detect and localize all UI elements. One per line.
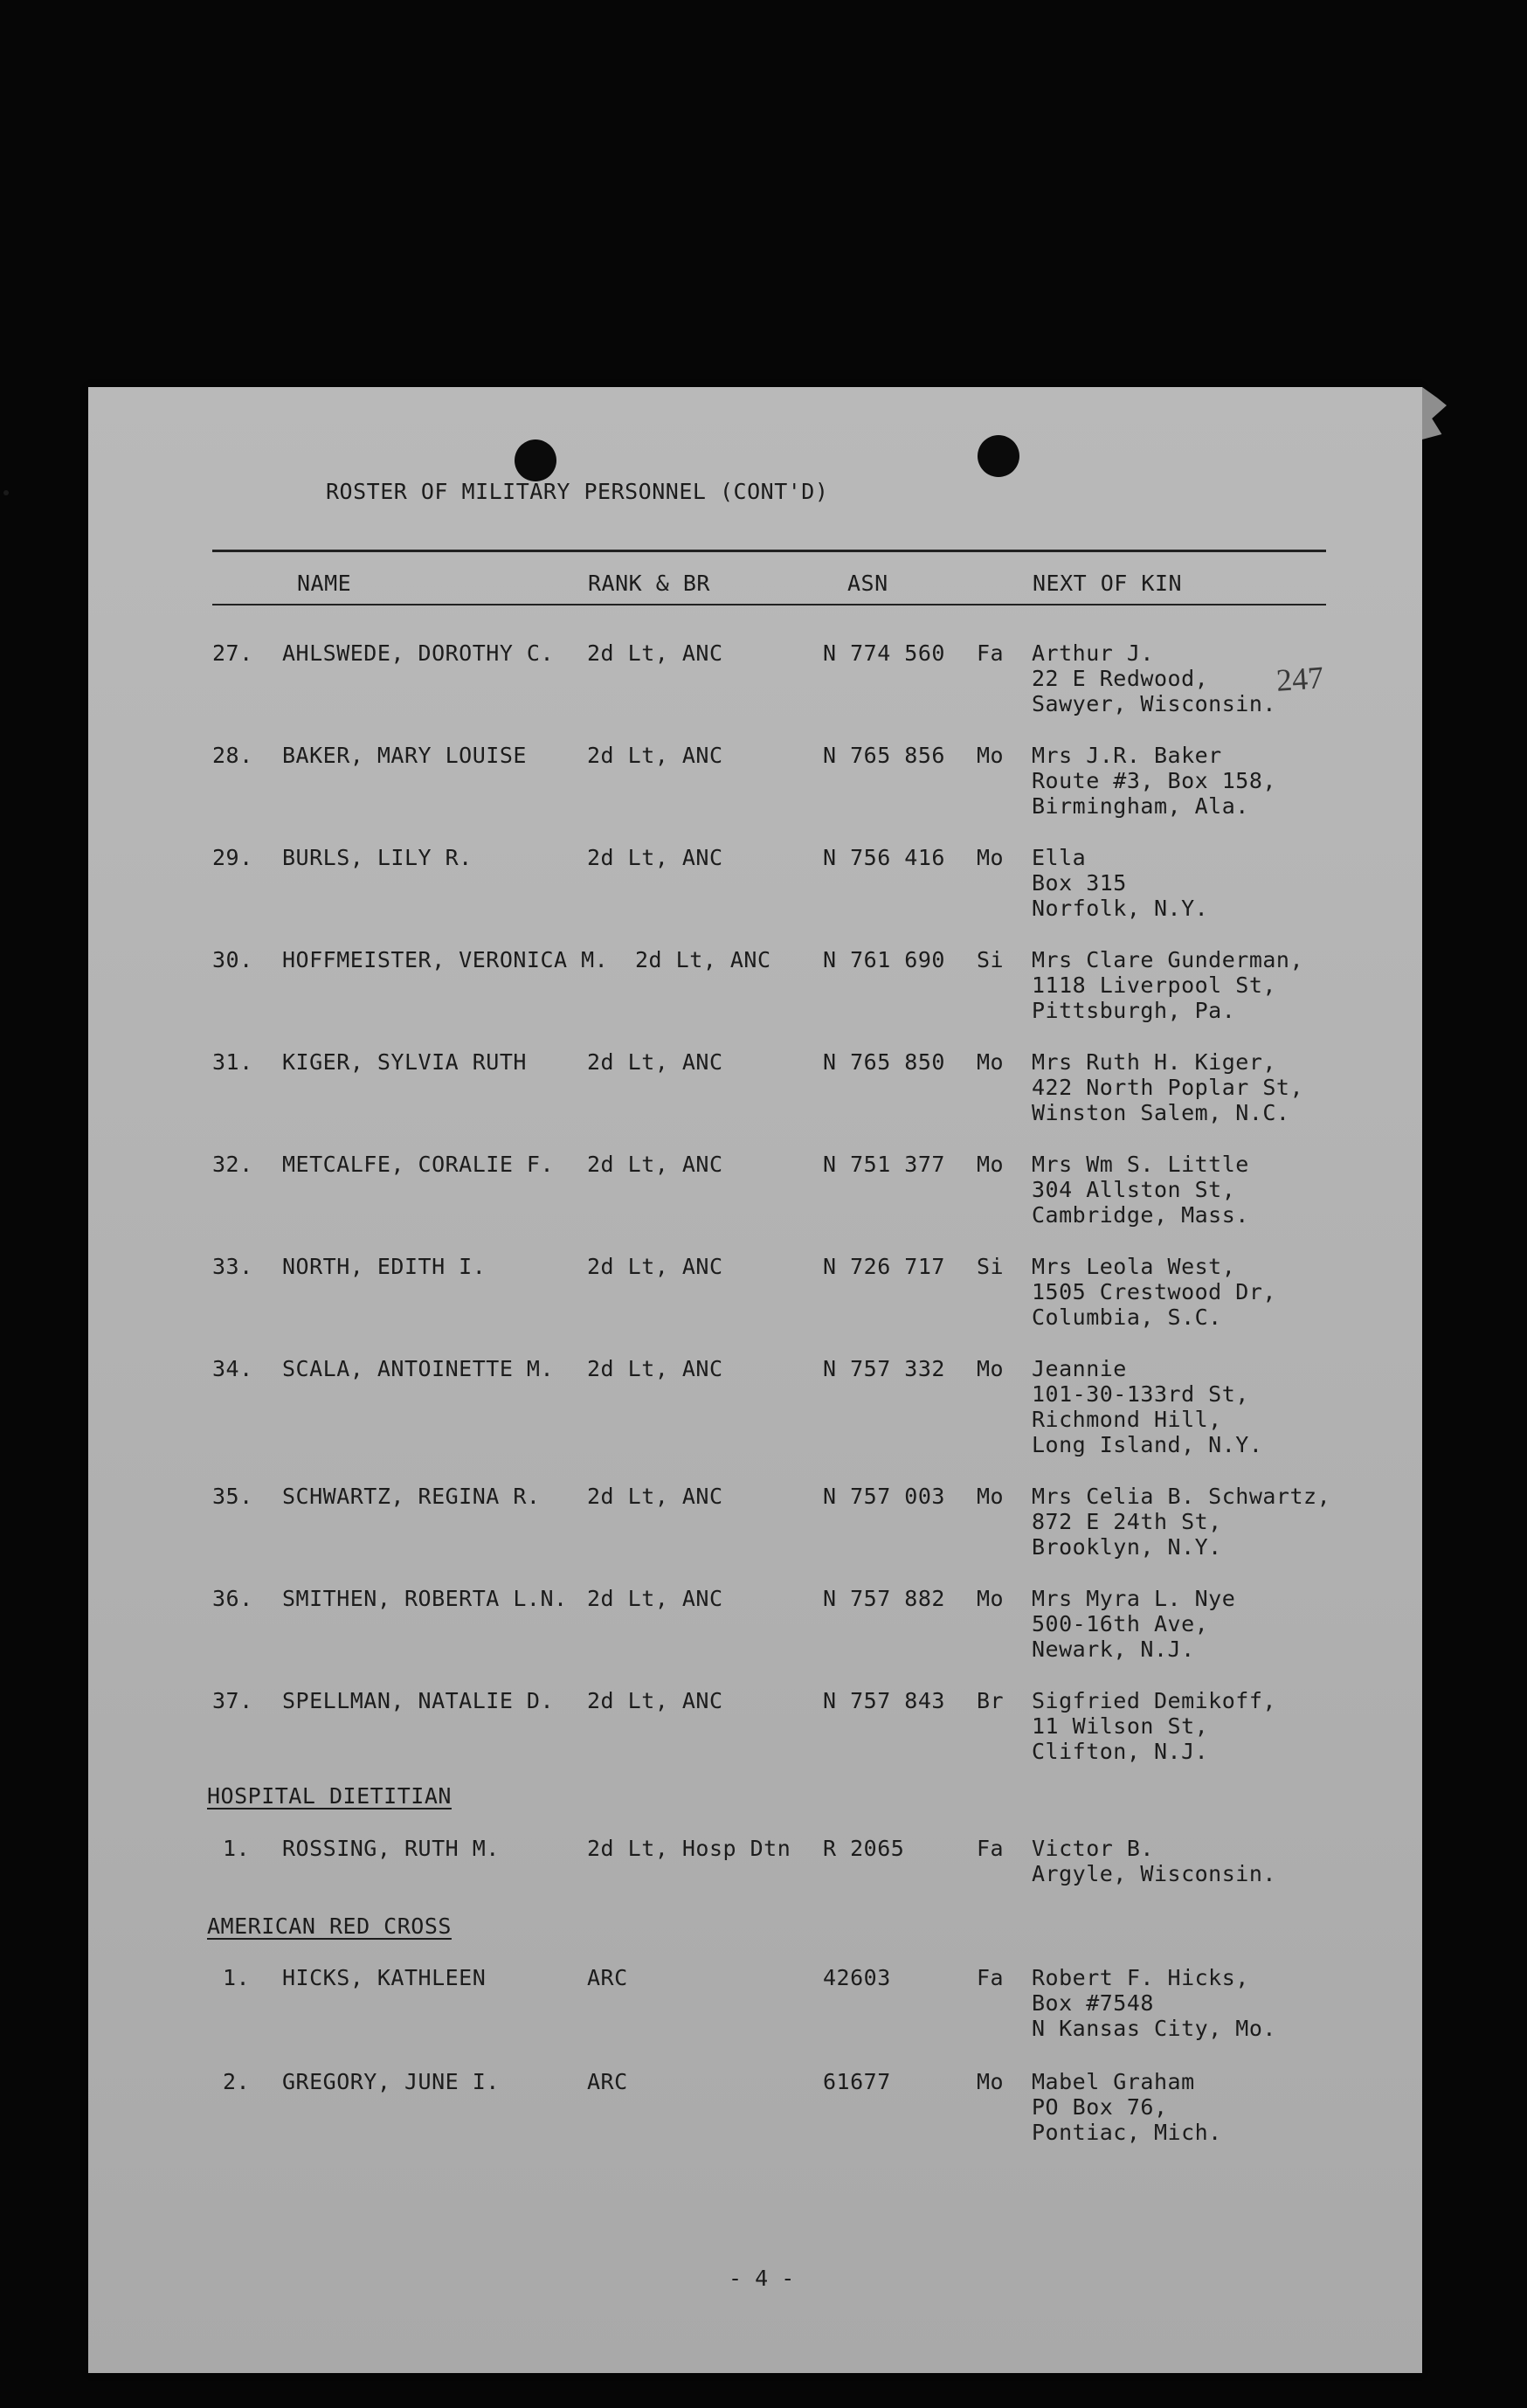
rank-branch: ARC bbox=[587, 2069, 628, 2094]
next-of-kin-line: Mrs Myra L. Nye bbox=[1032, 1586, 1236, 1611]
next-of-kin-line: Ella bbox=[1032, 845, 1087, 870]
personnel-name: SCALA, ANTOINETTE M. bbox=[282, 1356, 555, 1381]
kin-relationship: Mo bbox=[977, 1484, 1005, 1509]
next-of-kin-line: Newark, N.J. bbox=[1032, 1636, 1195, 1662]
next-of-kin-line: Box #7548 bbox=[1032, 1990, 1154, 2016]
row-number: 35. bbox=[212, 1484, 253, 1509]
next-of-kin-line: Route #3, Box 158, bbox=[1032, 768, 1276, 793]
next-of-kin-line: Argyle, Wisconsin. bbox=[1032, 1861, 1276, 1886]
next-of-kin-line: 1118 Liverpool St, bbox=[1032, 972, 1276, 998]
asn-value: 42603 bbox=[823, 1965, 891, 1990]
next-of-kin-line: 872 E 24th St, bbox=[1032, 1509, 1222, 1534]
next-of-kin-line: Arthur J. bbox=[1032, 640, 1154, 666]
personnel-name: BAKER, MARY LOUISE bbox=[282, 743, 527, 768]
row-number: 34. bbox=[212, 1356, 253, 1381]
handwritten-page-number: 247 bbox=[1275, 660, 1325, 698]
personnel-name: AHLSWEDE, DOROTHY C. bbox=[282, 640, 555, 666]
next-of-kin-line: Mrs Leola West, bbox=[1032, 1254, 1236, 1279]
asn-value: N 757 882 bbox=[823, 1586, 945, 1611]
personnel-name: GREGORY, JUNE I. bbox=[282, 2069, 500, 2094]
row-number: 27. bbox=[212, 640, 253, 666]
paper-tear bbox=[1422, 387, 1447, 439]
document-page bbox=[88, 387, 1422, 2373]
personnel-name: SCHWARTZ, REGINA R. bbox=[282, 1484, 541, 1509]
next-of-kin-line: 304 Allston St, bbox=[1032, 1177, 1236, 1202]
asn-value: N 765 856 bbox=[823, 743, 945, 768]
row-number: 1. bbox=[223, 1965, 251, 1990]
rank-branch: 2d Lt, ANC bbox=[587, 743, 723, 768]
personnel-name: ROSSING, RUTH M. bbox=[282, 1836, 500, 1861]
rank-branch: 2d Lt, ANC bbox=[587, 1586, 723, 1611]
next-of-kin-line: Richmond Hill, bbox=[1032, 1407, 1222, 1432]
next-of-kin-line: N Kansas City, Mo. bbox=[1032, 2016, 1276, 2041]
row-number: 32. bbox=[212, 1152, 253, 1177]
rank-branch: 2d Lt, ANC bbox=[587, 1152, 723, 1177]
row-number: 28. bbox=[212, 743, 253, 768]
next-of-kin-line: Columbia, S.C. bbox=[1032, 1304, 1222, 1330]
asn-value: N 774 560 bbox=[823, 640, 945, 666]
next-of-kin-line: Cambridge, Mass. bbox=[1032, 1202, 1249, 1228]
section-heading: AMERICAN RED CROSS bbox=[207, 1913, 452, 1939]
next-of-kin-line: Pontiac, Mich. bbox=[1032, 2120, 1222, 2145]
next-of-kin-line: PO Box 76, bbox=[1032, 2094, 1168, 2120]
header-rule-bottom bbox=[212, 604, 1326, 605]
row-number: 30. bbox=[212, 947, 253, 972]
rank-branch: 2d Lt, ANC bbox=[587, 1484, 723, 1509]
next-of-kin-line: Norfolk, N.Y. bbox=[1032, 896, 1209, 921]
column-header-next-of-kin: NEXT OF KIN bbox=[1033, 571, 1183, 596]
asn-value: N 761 690 bbox=[823, 947, 945, 972]
kin-relationship: Si bbox=[977, 1254, 1005, 1279]
asn-value: R 2065 bbox=[823, 1836, 905, 1861]
next-of-kin-line: Winston Salem, N.C. bbox=[1032, 1100, 1290, 1125]
next-of-kin-line: Mrs Wm S. Little bbox=[1032, 1152, 1249, 1177]
personnel-name: BURLS, LILY R. bbox=[282, 845, 473, 870]
row-number: 1. bbox=[223, 1836, 251, 1861]
row-number: 29. bbox=[212, 845, 253, 870]
rank-branch: 2d Lt, ANC bbox=[587, 1688, 723, 1713]
asn-value: N 757 003 bbox=[823, 1484, 945, 1509]
kin-relationship: Mo bbox=[977, 845, 1005, 870]
asn-value: N 756 416 bbox=[823, 845, 945, 870]
row-number: 2. bbox=[223, 2069, 251, 2094]
column-header-asn: ASN bbox=[847, 571, 888, 596]
kin-relationship: Mo bbox=[977, 1586, 1005, 1611]
next-of-kin-line: Robert F. Hicks, bbox=[1032, 1965, 1249, 1990]
page-number: - 4 - bbox=[729, 2266, 795, 2291]
kin-relationship: Br bbox=[977, 1688, 1005, 1713]
rank-branch: 2d Lt, Hosp Dtn bbox=[587, 1836, 791, 1861]
ink-speck bbox=[3, 490, 9, 495]
kin-relationship: Si bbox=[977, 947, 1005, 972]
personnel-name: HOFFMEISTER, VERONICA M. bbox=[282, 947, 609, 972]
kin-relationship: Fa bbox=[977, 1965, 1005, 1990]
rank-branch: 2d Lt, ANC bbox=[587, 1254, 723, 1279]
kin-relationship: Mo bbox=[977, 2069, 1005, 2094]
kin-relationship: Mo bbox=[977, 1356, 1005, 1381]
kin-relationship: Fa bbox=[977, 640, 1005, 666]
asn-value: N 757 332 bbox=[823, 1356, 945, 1381]
column-header-name: NAME bbox=[297, 571, 352, 596]
rank-branch: ARC bbox=[587, 1965, 628, 1990]
punch-hole bbox=[978, 435, 1019, 477]
column-header-rank: RANK & BR bbox=[588, 571, 710, 596]
next-of-kin-line: Brooklyn, N.Y. bbox=[1032, 1534, 1222, 1560]
next-of-kin-line: Pittsburgh, Pa. bbox=[1032, 998, 1236, 1023]
next-of-kin-line: 422 North Poplar St, bbox=[1032, 1075, 1304, 1100]
next-of-kin-line: 11 Wilson St, bbox=[1032, 1713, 1209, 1739]
next-of-kin-line: Mrs J.R. Baker bbox=[1032, 743, 1222, 768]
roster-title: ROSTER OF MILITARY PERSONNEL (CONT'D) bbox=[326, 479, 829, 504]
rank-branch: 2d Lt, ANC bbox=[587, 1049, 723, 1075]
kin-relationship: Mo bbox=[977, 1152, 1005, 1177]
personnel-name: KIGER, SYLVIA RUTH bbox=[282, 1049, 527, 1075]
row-number: 31. bbox=[212, 1049, 253, 1075]
personnel-name: SMITHEN, ROBERTA L.N. bbox=[282, 1586, 568, 1611]
kin-relationship: Fa bbox=[977, 1836, 1005, 1861]
next-of-kin-line: 1505 Crestwood Dr, bbox=[1032, 1279, 1276, 1304]
next-of-kin-line: Clifton, N.J. bbox=[1032, 1739, 1209, 1764]
kin-relationship: Mo bbox=[977, 1049, 1005, 1075]
asn-value: N 757 843 bbox=[823, 1688, 945, 1713]
section-heading: HOSPITAL DIETITIAN bbox=[207, 1783, 452, 1809]
rank-branch: 2d Lt, ANC bbox=[587, 640, 723, 666]
next-of-kin-line: Jeannie bbox=[1032, 1356, 1127, 1381]
kin-relationship: Mo bbox=[977, 743, 1005, 768]
asn-value: 61677 bbox=[823, 2069, 891, 2094]
row-number: 37. bbox=[212, 1688, 253, 1713]
row-number: 33. bbox=[212, 1254, 253, 1279]
next-of-kin-line: Victor B. bbox=[1032, 1836, 1154, 1861]
next-of-kin-line: 500-16th Ave, bbox=[1032, 1611, 1209, 1636]
personnel-name: SPELLMAN, NATALIE D. bbox=[282, 1688, 555, 1713]
rank-branch: 2d Lt, ANC bbox=[587, 1356, 723, 1381]
next-of-kin-line: Sawyer, Wisconsin. bbox=[1032, 691, 1276, 716]
rank-branch: 2d Lt, ANC bbox=[635, 947, 771, 972]
next-of-kin-line: Mrs Celia B. Schwartz, bbox=[1032, 1484, 1331, 1509]
next-of-kin-line: Long Island, N.Y. bbox=[1032, 1432, 1263, 1457]
asn-value: N 726 717 bbox=[823, 1254, 945, 1279]
personnel-name: METCALFE, CORALIE F. bbox=[282, 1152, 555, 1177]
personnel-name: HICKS, KATHLEEN bbox=[282, 1965, 487, 1990]
next-of-kin-line: 101-30-133rd St, bbox=[1032, 1381, 1249, 1407]
header-rule-top bbox=[212, 550, 1326, 552]
next-of-kin-line: Mabel Graham bbox=[1032, 2069, 1195, 2094]
asn-value: N 751 377 bbox=[823, 1152, 945, 1177]
next-of-kin-line: Birmingham, Ala. bbox=[1032, 793, 1249, 819]
rank-branch: 2d Lt, ANC bbox=[587, 845, 723, 870]
asn-value: N 765 850 bbox=[823, 1049, 945, 1075]
personnel-name: NORTH, EDITH I. bbox=[282, 1254, 487, 1279]
next-of-kin-line: Mrs Clare Gunderman, bbox=[1032, 947, 1304, 972]
next-of-kin-line: Box 315 bbox=[1032, 870, 1127, 896]
next-of-kin-line: 22 E Redwood, bbox=[1032, 666, 1209, 691]
punch-hole bbox=[515, 439, 556, 481]
next-of-kin-line: Sigfried Demikoff, bbox=[1032, 1688, 1276, 1713]
next-of-kin-line: Mrs Ruth H. Kiger, bbox=[1032, 1049, 1276, 1075]
row-number: 36. bbox=[212, 1586, 253, 1611]
